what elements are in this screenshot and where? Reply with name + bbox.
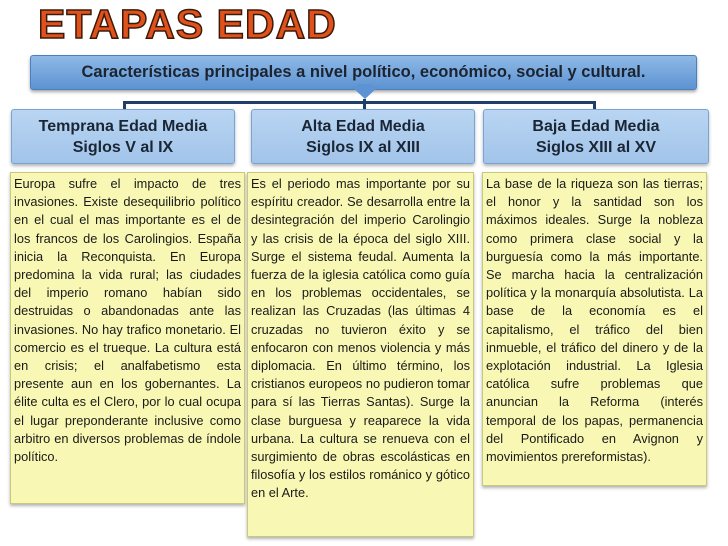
stage-heading: Baja Edad Media [532,117,660,135]
stage-header-baja [483,109,709,164]
stage-heading: Alta Edad Media [301,117,425,135]
stage-header-temprana [11,109,235,164]
stage-header-alta [251,109,475,164]
stage-heading: Temprana Edad Media [38,117,208,135]
stage-period: Siglos XIII al XV [535,138,657,156]
stage-period: Siglos IX al XIII [306,138,420,156]
stage-description-alta: Es el periodo mas importante por su espíritu creador. Se desarrolla entre la desintegración del imperio Carolingio y las crisis de la época del siglo XIII. Surge el sistema feudal. Aumenta la fuerza de la iglesia católica como guía en los problemas occidentales, se realizan las Cruzadas (las últimas 4 cruzadas no tuvieron éxito y se enfocaron con menos violencia y más diplomacia. En último término, los cristianos europeos no pudieron tomar para sí las Tierras Santas). Surge la clase burguesa y reaparece la vida urbana. La cultura se renueva con el surgimiento de obras escolásticas en filosofía y los estilos románico y gótico en el Arte. [247,172,474,537]
subtitle-banner: Características principales a nivel político, económico, social y cultural. [30,55,697,90]
page-title: ETAPAS EDAD [38,1,337,47]
connector-horizontal-line [124,101,594,104]
stage-description-temprana: Europa sufre el impacto de tres invasiones. Existe desequilibrio político en el cual el mas importante es el de los francos de los Carolingios. España inicia la Reconquista. En Europa predomina la vida rural; las ciudades del imperio romano habían sido destruidas o abandonadas ante las invasiones. No hay trafico monetario. El comercio es el trueque. La cultura está en crisis; el analfabetismo esta presente aun en los gobernantes. La élite culta es el Clero, por lo cual ocupa el lugar preponderante inclusive como arbitro en diversos problemas de índole político. [10,172,245,504]
stage-description-baja: La base de la riqueza son las tierras; el honor y la santidad son los máximos ideales. Surge la nobleza como primera clase social y la burguesía como la más importante. Se marcha hacia la centralización política y la monarquía absolutista. La base de la economía es el capitalismo, el tráfico del bien inmueble, el tráfico del dinero y de la explotación industrial. La Iglesia católica sufre problemas que anuncian la Reforma (interés temporal de los papas, permanencia del Pontificado en Avignon y movimientos prereformistas). [482,172,707,486]
stage-period: Siglos V al IX [72,138,174,156]
down-arrow-icon [351,86,379,99]
